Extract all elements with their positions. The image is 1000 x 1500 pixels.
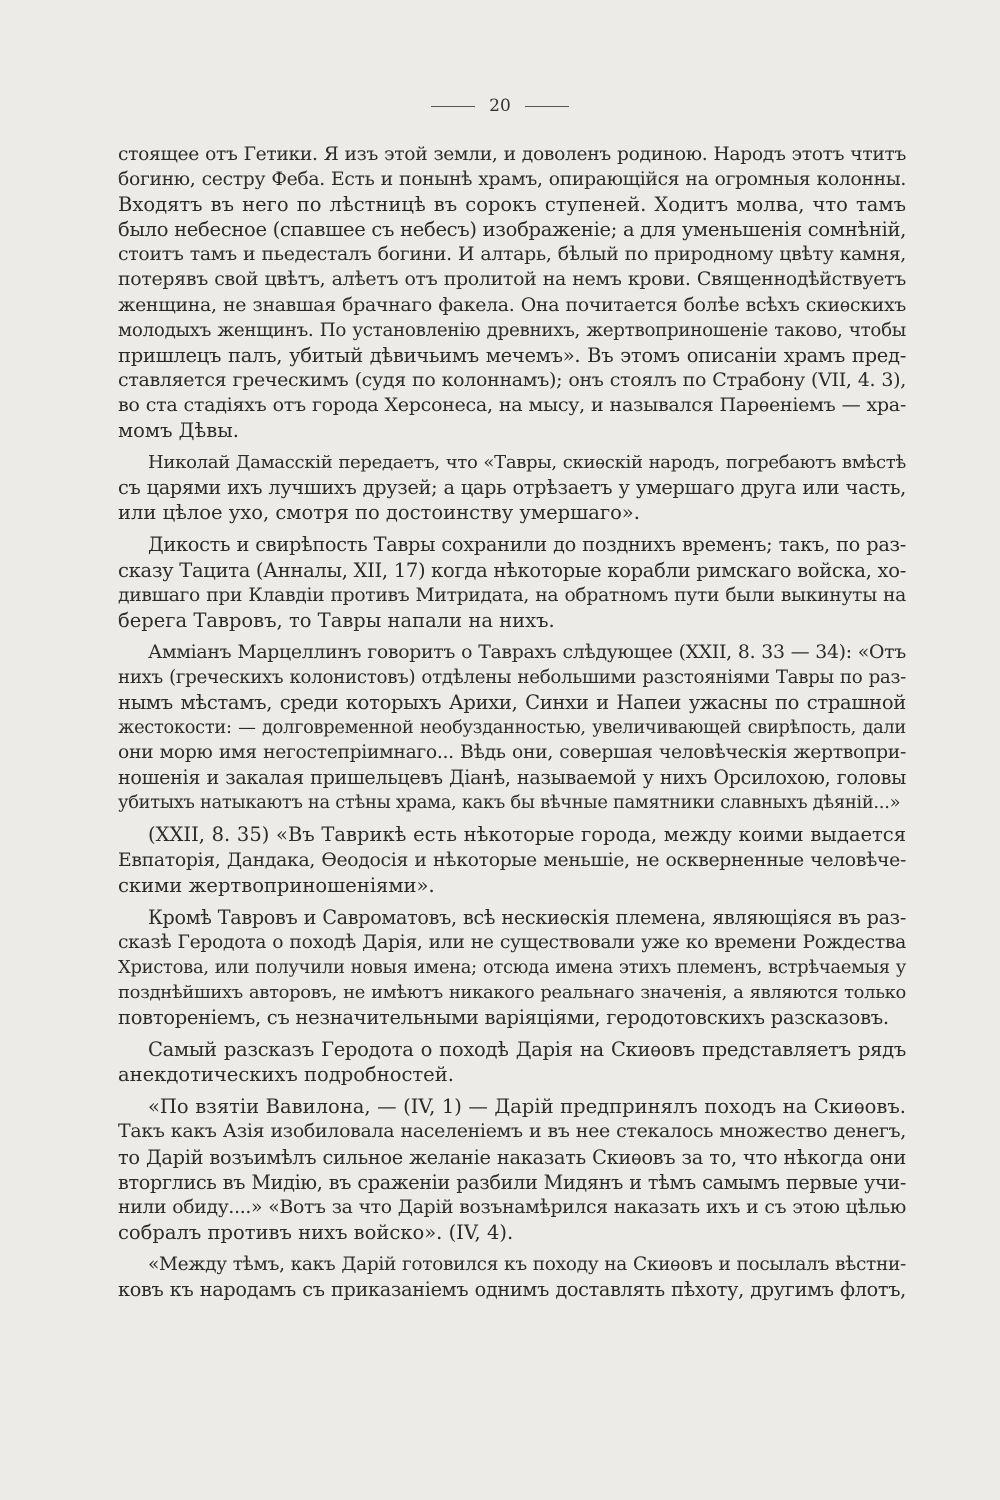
text-line: Самый разсказъ Геродота о походѣ Дарія на Скиѳовъ представляетъ рядъ (148, 1038, 906, 1062)
text-line: во ста стадіяхъ отъ города Херсонеса, на мысу, и назывался Парѳеніемъ — хра- (118, 393, 906, 416)
text-line: берега Тавровъ, то Тавры напали на нихъ. (118, 608, 555, 632)
page-number-header (0, 96, 1000, 116)
text-line: дившаго при Клавдіи противъ Митридата, на обратномъ пути были выкинуты на (118, 584, 906, 606)
text-line: нымъ мѣстамъ, среди которыхъ Арихи, Синхи и Напеи ужасны по страшной (118, 690, 906, 714)
paragraph (118, 1094, 906, 1245)
text-line: Входятъ въ него по лѣстницѣ въ сорокъ ступеней. Ходитъ молва, что тамъ (118, 193, 906, 217)
body-text (118, 142, 906, 1309)
paragraph (118, 1037, 906, 1087)
text-line: позднѣйшихъ авторовъ, не имѣютъ никакого реальнаго значенія, а являются только (118, 982, 906, 1003)
text-line: молодыхъ женщинъ. По установленію древнихъ, жертвоприношеніе таково, чтобы (118, 319, 906, 341)
text-line: момъ Дѣвы. (118, 419, 239, 443)
text-line: жестокости: — долговременной необузданностью, увеличивающей свирѣпость, дали (118, 717, 906, 739)
text-line: ставляется греческимъ (судя по колоннамъ); онъ стоялъ по Страбону (VII, 4. 3), (118, 368, 906, 391)
text-line: стоящее отъ Гетики. Я изъ этой земли, и доволенъ родиною. Народъ этотъ чтитъ (118, 144, 906, 165)
text-line: ношенія и закалая пришельцевъ Діанѣ, называемой у нихъ Орсилохою, головы (118, 766, 906, 790)
text-line: было небесное (спавшее съ небесъ) изображеніе; а для уменьшенія сомнѣній, (118, 218, 907, 242)
text-line: богиню, сестру Феба. Есть и понынѣ храмъ, опирающійся на огромныя колонны. (118, 169, 906, 191)
paragraph (118, 640, 906, 816)
text-line: Евпаторія, Дандака, Ѳеодосія и нѣкоторые меньшіе, не оскверненные человѣче- (118, 849, 906, 871)
text-line: Такъ какъ Азія изобиловала населеніемъ и въ нее стекалось множество денегъ, (118, 1120, 906, 1143)
text-line: нили обиду....» «Вотъ за что Дарій возънамѣрился наказать ихъ и съ этою цѣлью (118, 1196, 906, 1218)
text-line: Николай Дамасскій передаетъ, что «Тавры, скиѳскій народъ, погребаютъ вмѣстѣ (148, 452, 906, 474)
paragraph (118, 142, 906, 443)
text-line: они морю имя негостепріимнаго... Вѣдь они, совершая человѣческія жертвопри- (118, 742, 906, 764)
text-line: Христова, или получили новыя имена; отсюда имена этихъ племенъ, встрѣчаемыя у (118, 956, 906, 978)
page-number: 20 (489, 96, 511, 116)
text-line: сказѣ Геродота о походѣ Дарія, или не существовали уже ко времени Рождества (118, 931, 906, 953)
paragraph (118, 450, 906, 525)
paragraph (118, 905, 906, 1030)
text-line: съ царями ихъ лучшихъ друзей; а царь отрѣзаетъ у умершаго друга или часть, (118, 476, 906, 500)
text-line: сказу Тацита (Анналы, XII, 17) когда нѣкоторые корабли римскаго войска, хо- (118, 558, 906, 582)
text-line: повтореніемъ, съ незначительными варіяціями, геродотовскихъ разсказовъ. (118, 1006, 889, 1030)
paragraph (118, 1252, 906, 1302)
text-line: скими жертвоприношеніями». (118, 873, 435, 897)
text-line: нихъ (греческихъ колонистовъ) отдѣлены небольшими разстояніями Тавры по раз- (118, 666, 906, 688)
text-line: Амміанъ Марцеллинъ говоритъ о Таврахъ слѣдующее (XXII, 8. 33 — 34): «Отъ (148, 641, 906, 663)
text-line: женщина, не знавшая брачнаго факела. Она почитается болѣе всѣхъ скиѳскихъ (118, 293, 906, 316)
text-line: анекдотическихъ подробностей. (118, 1063, 454, 1087)
left-rule (431, 106, 475, 107)
right-rule (525, 106, 569, 107)
text-line: вторглись въ Мидію, въ сраженіи разбили Мидянъ и тѣмъ самымъ первые учи- (118, 1170, 906, 1194)
text-line: пришлецъ палъ, убитый дѣвичьимъ мечемъ». Въ этомъ описаніи храмъ пред- (118, 343, 906, 367)
text-line: Дикость и свирѣпость Тавры сохранили до позднихъ временъ; такъ, по раз- (148, 533, 906, 557)
paragraph (118, 822, 906, 897)
text-line: потерявъ свой цвѣтъ, алѣетъ отъ пролитой на немъ крови. Священнодѣйствуетъ (118, 268, 906, 291)
text-line: стоитъ тамъ и пьедесталъ богини. И алтарь, бѣлый по природному цвѣту камня, (118, 243, 906, 266)
text-line: ковъ къ народамъ съ приказаніемъ однимъ доставлять пѣхоту, другимъ флотъ, (118, 1278, 906, 1302)
text-line: то Дарій возъимѣлъ сильное желаніе наказать Скиѳовъ за то, что нѣкогда они (118, 1145, 906, 1169)
text-line: собралъ противъ нихъ войско». (IV, 4). (118, 1220, 514, 1244)
text-line: (XXII, 8. 35) «Въ Таврикѣ есть нѣкоторые города, между коими выдается (148, 823, 906, 847)
text-line: «По взятіи Вавилона, — (IV, 1) — Дарій предпринялъ походъ на Скиѳовъ. (148, 1095, 906, 1119)
text-line: или цѣлое ухо, смотря по достоинству умершаго». (118, 501, 640, 525)
paragraph (118, 532, 906, 632)
text-line: убитыхъ натыкаютъ на стѣны храма, какъ бы вѣчные памятники славныхъ дѣяній...» (118, 792, 901, 814)
text-line: Кромѣ Тавровъ и Савроматовъ, всѣ нескиѳскія племена, являющіяся въ раз- (148, 905, 906, 929)
text-line: «Между тѣмъ, какъ Дарій готовился къ походу на Скиѳовъ и посылалъ вѣстни- (148, 1253, 906, 1275)
